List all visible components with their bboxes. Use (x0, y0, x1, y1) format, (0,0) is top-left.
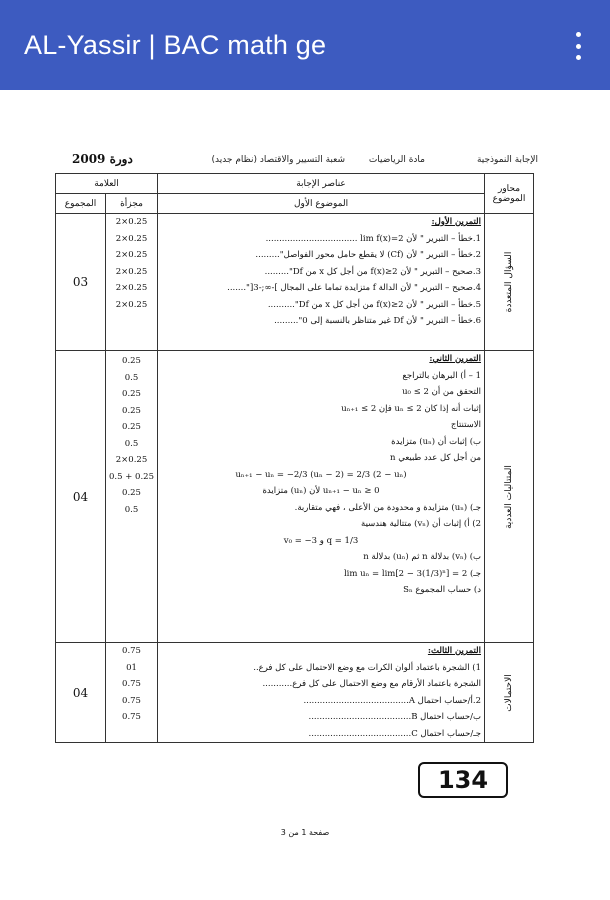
topic-header: الموضوع الأول (158, 194, 485, 214)
row-axis: السؤال المتعددة (485, 214, 534, 351)
row-marks: 2×0.25 2×0.25 2×0.25 2×0.25 2×0.25 2×0.25 (106, 214, 158, 351)
total-header: المجموع (56, 194, 106, 214)
header-subject: مادة الرياضيات (368, 155, 425, 165)
header-model-answer: الإجابة النموذجية (476, 155, 538, 165)
more-vert-icon[interactable] (568, 32, 588, 60)
row-marks: 0.75 01 0.75 0.75 0.75 (106, 643, 158, 743)
elements-header: عناصر الإجابة (158, 174, 485, 194)
table-row (56, 214, 534, 351)
row-content: التمرين الثاني: 1 – أ) البرهان بالتراجع التحقق من أن u₀ ≤ 2 إثبات أنه إذا كان uₙ ≤ 2 فإن uₙ₊₁ ≤ 2 الاستنتاج ب) إثبات أن (uₙ) متزايدة من أجل كل عدد طبيعي n uₙ₊₁ − uₙ = −2/3 (uₙ − 2) = 2/3 (2 − uₙ) uₙ₊₁ − uₙ ≥ 0 لأن (uₙ) متزايدة جـ) (uₙ) متزايدة و محدودة من الأعلى ، فهي متقاربة. 2) أ) إثبات أن (vₙ) متتالية هندسية q = 1/3 و v₀ = −3 ب) (vₙ) بدلالة n ثم (uₙ) بدلالة n جـ) lim uₙ = lim[2 − 3(1/3)ⁿ] = 2 د) حساب المجموع Sₙ (158, 351, 485, 643)
page-number: صفحة 1 من 3 (280, 828, 330, 837)
row-total: 03 (56, 214, 106, 351)
table-row (56, 351, 534, 643)
row-total: 04 (56, 643, 106, 743)
row-content: التمرين الأول: 1.خطأ – التبرير " لأن lim f(x)=2 .................................. 2.خطأ – التبرير " لأن (Cf) لا يقطع حامل محور الفواصل"......... 3.صحيح – التبرير " لأن f(x)≥2 من أجل كل x من Df"......... 4.صحيح – التبرير " لأن الدالة f متزايدة تماما على المجال ]-∞;-3["....... 5.خطأ – التبرير " لأن f(x)≥2 من أجل كل x من Df".......... 6.خطأ – التبرير " لأن Df غير متناظر بالنسبة إلى 0"......... (158, 214, 485, 351)
answer-table (55, 173, 534, 743)
row-content: التمرين الثالث: 1) الشجرة باعتماد ألوان الكرات مع وضع الاحتمال على كل فرع.. الشجرة باعتماد الأرقام مع وضع الاحتمال على كل فرع........... 2.أ/حساب احتمال A....................................... ب/حساب احتمال B...................................... جـ/حساب احتمال C...................................... (158, 643, 485, 743)
row-axis: المتتاليات العددية (485, 351, 534, 643)
page-stamp: 134 (418, 762, 508, 798)
grade-header: العلامة (56, 174, 158, 194)
row-total: 04 (56, 351, 106, 643)
header-session: دورة 2009 (72, 152, 133, 166)
header-branch: شعبة التسيير والاقتصاد (نظام جديد) (211, 155, 345, 165)
partial-header: مجزأة (106, 194, 158, 214)
axes-header: محاور الموضوع (485, 174, 534, 214)
table-row (56, 643, 534, 743)
app-bar (0, 0, 610, 90)
row-marks: 0.25 0.5 0.25 0.25 0.25 0.5 2×0.25 0.5 + 0.25 0.25 0.5 (106, 351, 158, 643)
app-title: AL-Yassir | BAC math ge (24, 30, 327, 60)
row-axis: الاحتمالات (485, 643, 534, 743)
